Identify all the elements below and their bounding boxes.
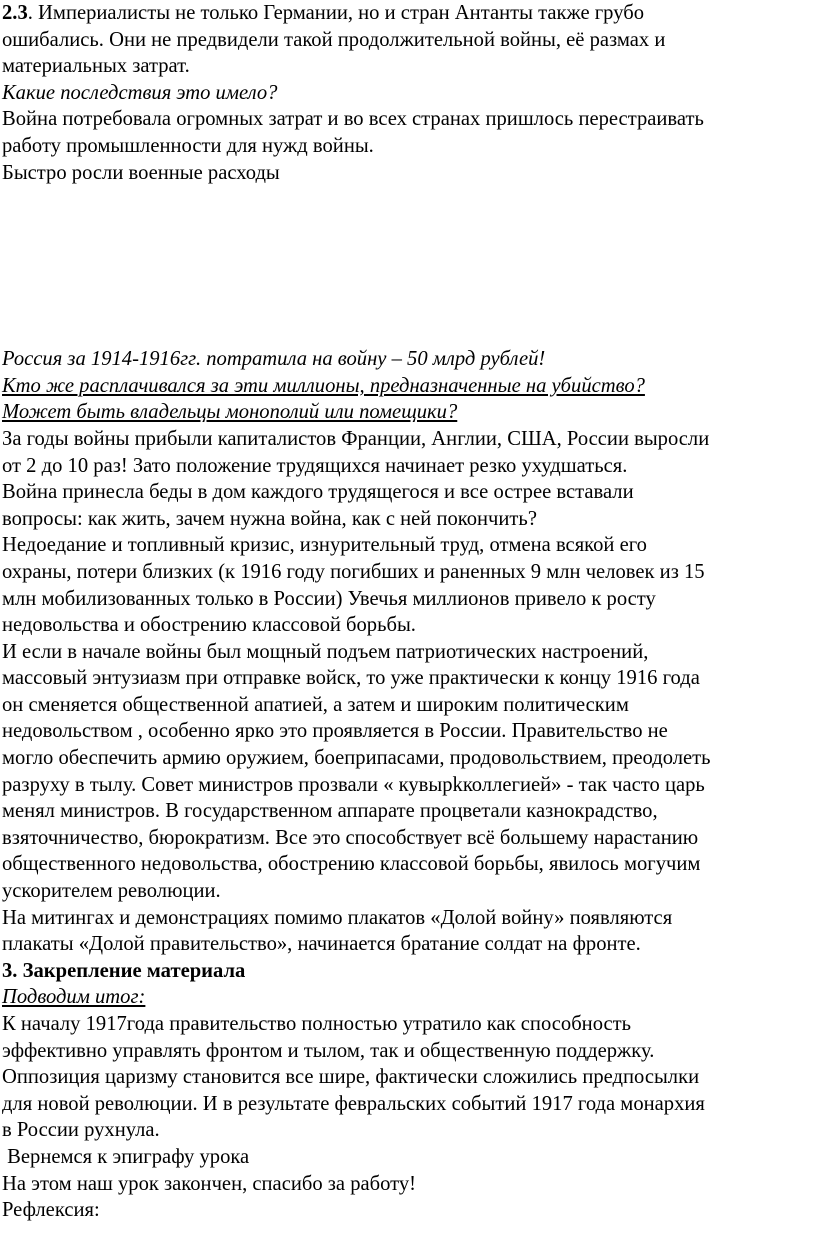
section-2-3-answer-line: Быстро росли военные расходы — [2, 161, 280, 184]
section-2-3-answer-line: Война потребовала огромных затрат и во всех странах пришлось перестраивать — [2, 108, 704, 131]
body-line: Война принесла беды в дом каждого трудящегося и все острее вставали — [2, 481, 634, 504]
section-2-3-intro-line: 2.3. Империалисты не только Германии, но и стран Антанты также грубо — [2, 2, 645, 24]
body-line: млн мобилизованных только в России) Увечья миллионов привело к росту — [2, 587, 656, 610]
body-line: недовольства и обострению классовой борьбы. — [2, 614, 416, 637]
blank-space — [2, 186, 816, 346]
reflection-line: Рефлексия: — [2, 1199, 100, 1222]
section-2-3-intro-line: ошибались. Они не предвидели такой продолжительной войны, её размах и — [2, 28, 666, 51]
summary-line: для новой революции. И в результате февральских событий 1917 года монархия — [2, 1092, 705, 1115]
summary-line: в России рухнула. — [2, 1119, 160, 1142]
body-line: массовый энтузиазм при отправке войск, то уже практически к концу 1916 года — [2, 667, 700, 690]
body-line: могло обеспечить армию оружием, боеприпасами, продовольствием, преодолеть — [2, 747, 711, 770]
section-2-3-question: Какие последствия это имело? — [2, 81, 278, 104]
section-2-3-intro-line: материальных затрат. — [2, 55, 190, 78]
russia-spent-line: Россия за 1914-1916гг. потратила на войну – 50 млрд рублей! — [2, 348, 546, 371]
section-number: 2.3 — [2, 2, 28, 24]
body-line: Недоедание и топливный кризис, изнурительный труд, отмена всякой его — [2, 534, 647, 557]
russia-question-line: Может быть владельцы монополий или помещики? — [2, 401, 458, 424]
body-line: ускорителем революции. — [2, 880, 221, 903]
closing-line: На этом наш урок закончен, спасибо за работу! — [2, 1172, 417, 1195]
section-2-3-answer-line: работу промышленности для нужд войны. — [2, 134, 374, 157]
body-line: И если в начале войны был мощный подъем патриотических настроений, — [2, 640, 649, 663]
summary-line: Оппозиция царизму становится все шире, фактически сложились предпосылки — [2, 1066, 700, 1089]
summary-label-line: Подводим итог: — [2, 986, 146, 1009]
body-line: недовольством , особенно ярко это проявляется в России. Правительство не — [2, 720, 668, 743]
body-line: плакаты «Долой правительство», начинается братание солдат на фронте. — [2, 933, 641, 956]
body-line: вопросы: как жить, зачем нужна война, как с ней покончить? — [2, 507, 537, 530]
body-line: охраны, потери близких (к 1916 году погибших и раненных 9 млн человек из 15 — [2, 560, 705, 583]
body-text — [2, 426, 816, 958]
body-line: от 2 до 10 раз! Зато положение трудящихся начинает резко ухудшаться. — [2, 454, 628, 477]
summary-line: эффективно управлять фронтом и тылом, так и общественную поддержку. — [2, 1039, 655, 1062]
body-line: За годы войны прибыли капиталистов Франции, Англии, США, России выросли — [2, 427, 710, 450]
russia-question-line: Кто же расплачивался за эти миллионы, предназначенные на убийство? — [2, 374, 645, 397]
body-line: он сменяется общественной апатией, а затем и широким политическим — [2, 693, 629, 716]
section-3-heading: 3. Закрепление материала — [2, 959, 246, 982]
body-line: На митингах и демонстрациях помимо плакатов «Долой войну» появляются — [2, 906, 673, 929]
body-line: взяточничество, бюрократизм. Все это способствует всё большему нарастанию — [2, 826, 699, 849]
epigraph-line: Вернемся к эпиграфу урока — [2, 1145, 250, 1168]
body-line: разруху в тылу. Совет министров прозвали « кувырkколлегией» - так часто царь — [2, 773, 705, 796]
summary-line: К началу 1917года правительство полностью утратило как способность — [2, 1013, 632, 1035]
body-line: общественного недовольства, обострению классовой борьбы, явилось могучим — [2, 853, 701, 876]
body-line: менял министров. В государственном аппарате процветали казнокрадство, — [2, 800, 658, 823]
